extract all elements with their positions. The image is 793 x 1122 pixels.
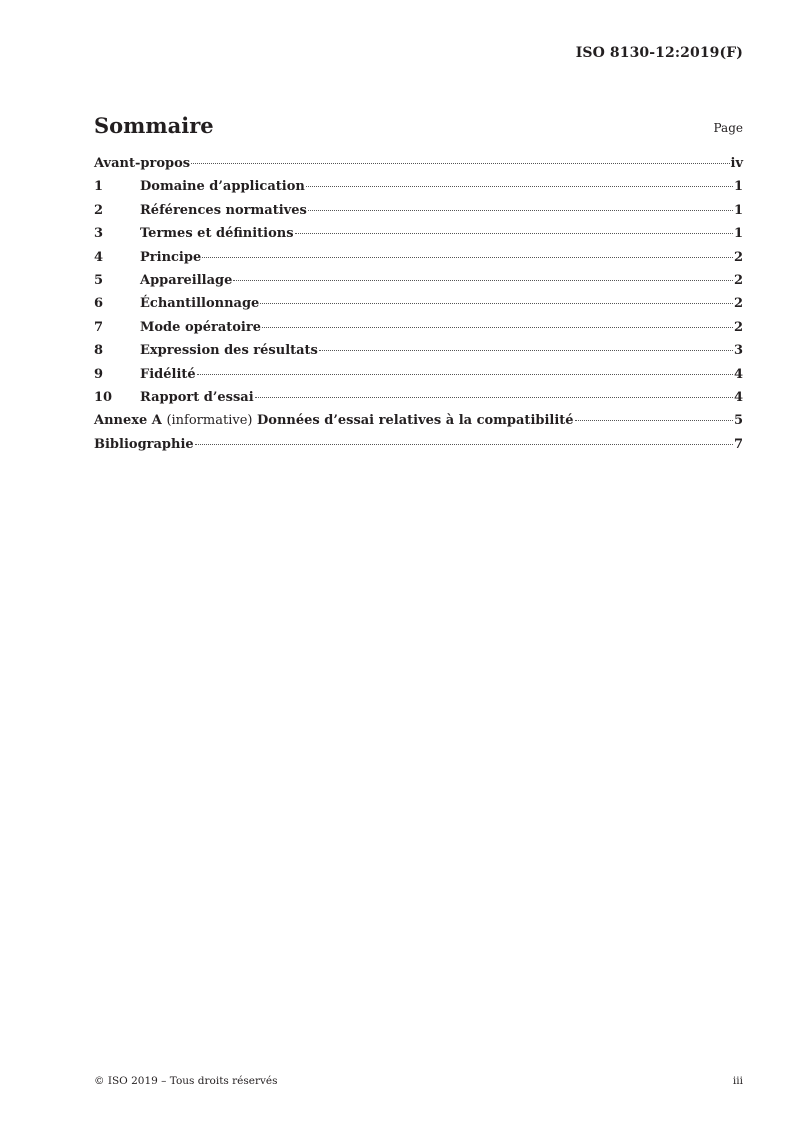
toc-entry-label: Références normatives bbox=[140, 202, 307, 218]
toc-entry-avant-propos[interactable] bbox=[94, 156, 743, 179]
toc-entry-page: 1 bbox=[733, 202, 743, 218]
annex-title: Données d’essai relatives à la compatibilité bbox=[257, 413, 574, 429]
toc-entry-rapport[interactable] bbox=[94, 390, 743, 413]
toc-entry-number: 3 bbox=[94, 226, 104, 242]
dot-leader bbox=[319, 350, 733, 351]
toc-entry-number: 9 bbox=[94, 366, 104, 382]
toc-entry-echantillonnage[interactable] bbox=[94, 296, 743, 319]
toc-entry-termes[interactable] bbox=[94, 226, 743, 249]
toc-entry-annexe-a[interactable] bbox=[94, 413, 743, 436]
toc-entry-label: Appareillage bbox=[140, 272, 233, 288]
toc-entry-page: 1 bbox=[733, 226, 743, 242]
toc-entry-label: Expression des résultats bbox=[140, 343, 318, 359]
toc-page-column-label: Page bbox=[713, 121, 743, 135]
toc-entry-page: iv bbox=[730, 156, 743, 171]
dot-leader bbox=[191, 163, 729, 164]
toc-entry-number: 6 bbox=[94, 296, 104, 312]
toc-entry-page: 1 bbox=[733, 179, 743, 195]
dot-leader bbox=[308, 210, 733, 211]
toc-entry-page: 4 bbox=[733, 366, 743, 382]
toc-entry-page: 2 bbox=[733, 319, 743, 335]
dot-leader bbox=[262, 327, 733, 328]
dot-leader bbox=[260, 303, 733, 304]
toc-entry-number: 1 bbox=[94, 179, 104, 195]
toc-entry-page: 2 bbox=[733, 249, 743, 265]
dot-leader bbox=[195, 444, 733, 445]
toc-entry-label: Bibliographie bbox=[94, 436, 194, 452]
toc-entry-label: Domaine d’application bbox=[140, 179, 305, 195]
dot-leader bbox=[197, 374, 733, 375]
toc-entry-label: Rapport d’essai bbox=[140, 389, 254, 405]
toc-entry-label: Termes et définitions bbox=[140, 226, 294, 242]
toc-entry-number: 4 bbox=[94, 249, 104, 265]
toc-entry-page: 7 bbox=[733, 436, 743, 452]
toc-entry-page: 4 bbox=[733, 389, 743, 405]
toc-entry-page: 3 bbox=[733, 343, 743, 359]
toc-entry-label: Principe bbox=[140, 249, 202, 265]
footer-page-number: iii bbox=[732, 1075, 743, 1087]
toc-entry-label: Mode opératoire bbox=[140, 319, 261, 335]
toc-entry-appareillage[interactable] bbox=[94, 273, 743, 296]
toc-entry-number: 8 bbox=[94, 343, 104, 359]
toc-entry-expression[interactable] bbox=[94, 343, 743, 366]
toc-entry-page: 2 bbox=[733, 272, 743, 288]
dot-leader bbox=[255, 397, 733, 398]
toc-entry-number: 10 bbox=[94, 389, 113, 405]
annex-qualifier: (informative) bbox=[166, 413, 253, 429]
toc-entry-number: 5 bbox=[94, 272, 104, 288]
document-id: ISO 8130-12:2019(F) bbox=[575, 45, 743, 61]
annex-prefix: Annexe A bbox=[94, 413, 162, 429]
toc-entry-domaine[interactable] bbox=[94, 179, 743, 202]
dot-leader bbox=[233, 280, 733, 281]
dot-leader bbox=[202, 257, 733, 258]
toc-entry-fidelite[interactable] bbox=[94, 367, 743, 390]
toc-entry-page: 2 bbox=[733, 296, 743, 312]
toc-entry-label: Avant-propos bbox=[94, 156, 191, 171]
toc-entry-label: Échantillonnage bbox=[140, 296, 260, 312]
toc-entry-label bbox=[94, 413, 574, 429]
toc-entry-bibliographie[interactable] bbox=[94, 437, 743, 460]
toc-entry-number: 7 bbox=[94, 319, 104, 335]
footer-copyright: © ISO 2019 – Tous droits réservés bbox=[94, 1075, 278, 1087]
dot-leader bbox=[575, 420, 733, 421]
toc-entry-references[interactable] bbox=[94, 203, 743, 226]
table-of-contents bbox=[94, 156, 743, 460]
toc-entry-mode-operatoire[interactable] bbox=[94, 320, 743, 343]
dot-leader bbox=[295, 233, 733, 234]
toc-entry-page: 5 bbox=[733, 413, 743, 429]
toc-entry-principe[interactable] bbox=[94, 250, 743, 273]
toc-entry-number: 2 bbox=[94, 202, 104, 218]
toc-title: Sommaire bbox=[94, 113, 214, 138]
toc-header bbox=[94, 113, 743, 139]
toc-entry-label: Fidélité bbox=[140, 366, 196, 382]
dot-leader bbox=[306, 186, 733, 187]
